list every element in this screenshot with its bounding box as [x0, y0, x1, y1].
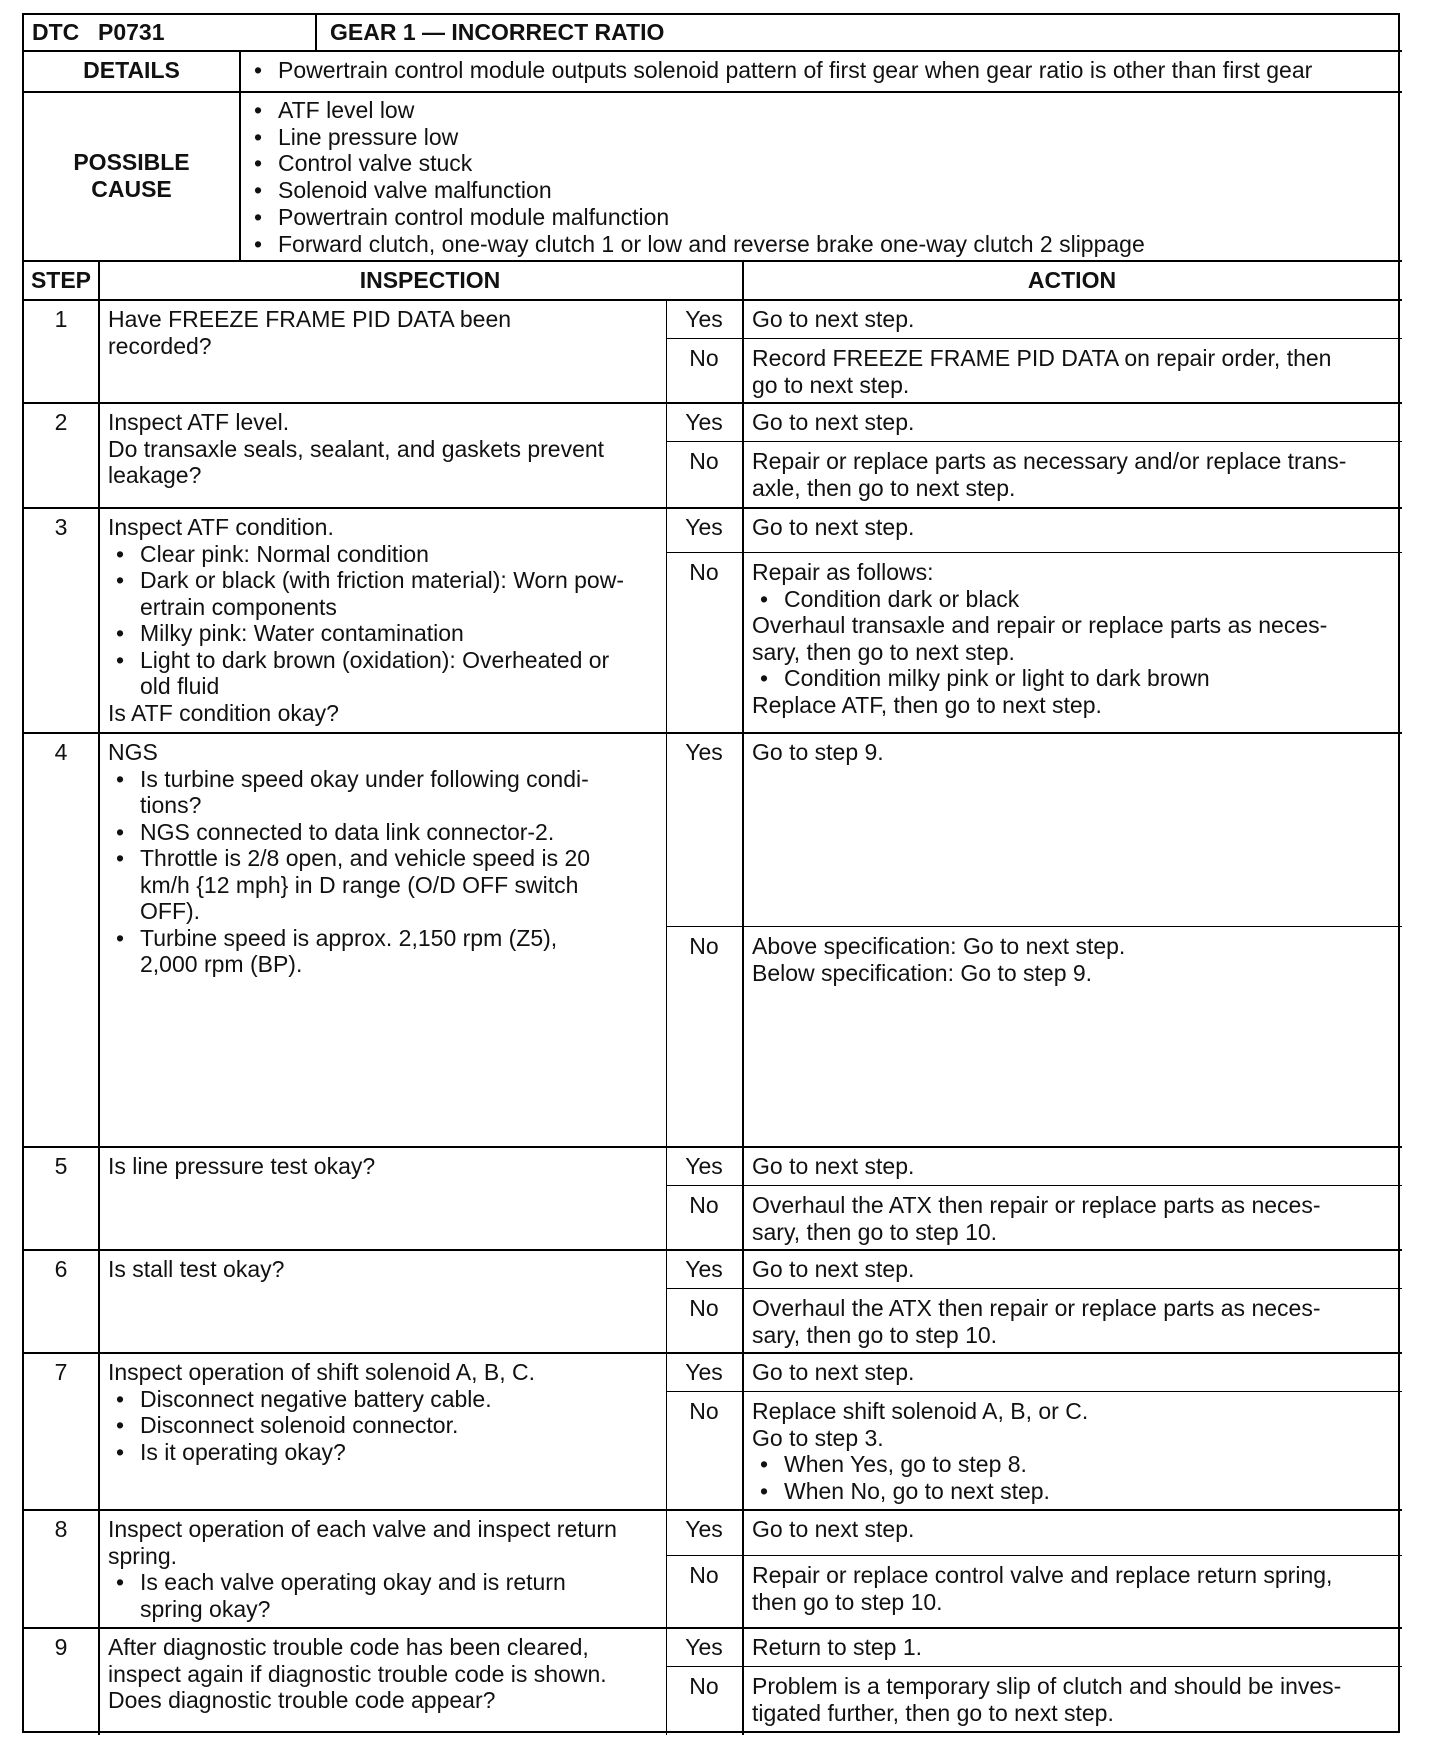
answer-yes: Yes — [685, 1359, 723, 1385]
step-number: 5 — [54, 1153, 68, 1179]
divider — [666, 1288, 1402, 1289]
answer-yes: Yes — [685, 1516, 723, 1542]
answer-no: No — [689, 1295, 719, 1321]
answer-yes: Yes — [685, 1634, 723, 1660]
step-number: 2 — [54, 409, 68, 435]
divider — [24, 1352, 1402, 1354]
page-title: GEAR 1 — INCORRECT RATIO — [330, 19, 665, 45]
step-inspection: Inspect operation of each valve and inspect return spring. • Is each valve operating okay and is return spring okay? — [108, 1516, 617, 1622]
answer-no: No — [689, 1673, 719, 1699]
action-yes: Return to step 1. — [752, 1634, 923, 1660]
action-yes: Go to next step. — [752, 409, 915, 435]
answer-yes: Yes — [685, 739, 723, 765]
action-no: Repair as follows: • Condition dark or black Overhaul transaxle and repair or replace parts as neces- sary, then go to next step. • Condition milky pink or light to dark brown Replace ATF, then go to next step. — [752, 559, 1327, 718]
action-yes: Go to next step. — [752, 306, 915, 332]
divider — [666, 552, 1402, 553]
divider — [239, 50, 241, 260]
divider — [24, 1509, 1402, 1511]
divider — [24, 299, 1402, 301]
divider — [24, 1146, 1402, 1148]
list-item: • ATF level low — [246, 97, 1145, 124]
action-no: Replace shift solenoid A, B, or C. Go to step 3. • When Yes, go to step 8. • When No, go to next step. — [752, 1398, 1088, 1504]
step-number: 6 — [54, 1256, 68, 1282]
step-inspection: Is stall test okay? — [108, 1256, 285, 1282]
answer-no: No — [689, 1562, 719, 1588]
action-yes: Go to step 9. — [752, 739, 884, 765]
answer-no: No — [689, 448, 719, 474]
divider — [666, 1666, 1402, 1667]
possible-cause-list — [246, 97, 1145, 257]
step-inspection: Inspect operation of shift solenoid A, B, C. • Disconnect negative battery cable. • Disconnect solenoid connector. • Is it operating okay? — [108, 1359, 535, 1465]
step-inspection: Have FREEZE FRAME PID DATA been recorded? — [108, 306, 512, 359]
step-inspection: After diagnostic trouble code has been cleared, inspect again if diagnostic trouble code is shown. Does diagnostic trouble code appear? — [108, 1634, 607, 1713]
list-item: • Line pressure low — [246, 124, 1145, 151]
list-item: • Solenoid valve malfunction — [246, 177, 1145, 204]
answer-no: No — [689, 1192, 719, 1218]
divider — [24, 732, 1402, 734]
action-no: Record FREEZE FRAME PID DATA on repair order, then go to next step. — [752, 345, 1332, 398]
action-no: Overhaul the ATX then repair or replace parts as neces- sary, then go to step 10. — [752, 1192, 1321, 1245]
action-no: Repair or replace parts as necessary and/or replace trans- axle, then go to next step. — [752, 448, 1347, 501]
divider — [666, 1185, 1402, 1186]
details-text: • Powertrain control module outputs solenoid pattern of first gear when gear ratio is other than first gear — [246, 57, 1312, 84]
step-number: 4 — [54, 739, 68, 765]
divider — [24, 260, 1402, 262]
answer-no: No — [689, 933, 719, 959]
action-no: Overhaul the ATX then repair or replace parts as neces- sary, then go to step 10. — [752, 1295, 1321, 1348]
action-yes: Go to next step. — [752, 514, 915, 540]
answer-yes: Yes — [685, 1153, 723, 1179]
answer-no: No — [689, 345, 719, 371]
action-yes: Go to next step. — [752, 1256, 915, 1282]
step-number: 1 — [54, 306, 68, 332]
action-yes: Go to next step. — [752, 1153, 915, 1179]
answer-yes: Yes — [685, 514, 723, 540]
divider — [666, 299, 667, 1735]
dtc-label: DTC — [32, 19, 80, 45]
dtc-code: P0731 — [98, 19, 165, 45]
divider — [315, 15, 317, 50]
column-header-step: STEP — [30, 267, 92, 293]
divider — [24, 1249, 1402, 1251]
possible-cause-label: POSSIBLE CAUSE — [73, 149, 190, 202]
list-item: • Control valve stuck — [246, 150, 1145, 177]
divider — [24, 91, 1402, 93]
divider — [24, 1627, 1402, 1629]
step-number: 3 — [54, 514, 68, 540]
divider — [666, 1391, 1402, 1392]
divider — [666, 926, 1402, 927]
answer-yes: Yes — [685, 1256, 723, 1282]
answer-yes: Yes — [685, 409, 723, 435]
diagnostic-table — [22, 13, 1400, 1733]
column-header-action: ACTION — [1027, 267, 1117, 293]
list-item: • Powertrain control module malfunction — [246, 204, 1145, 231]
divider — [24, 402, 1402, 404]
step-inspection: Inspect ATF condition. • Clear pink: Normal condition • Dark or black (with friction material): Worn pow- ertrain components • Milky pink: Water contamination • Light to dark brown (oxidation): Overheated or old fluid Is ATF condition okay? — [108, 514, 624, 726]
action-no: Above specification: Go to next step. Below specification: Go to step 9. — [752, 933, 1126, 986]
action-no: Repair or replace control valve and replace return spring, then go to step 10. — [752, 1562, 1333, 1615]
column-header-inspection: INSPECTION — [359, 267, 501, 293]
divider — [666, 1555, 1402, 1556]
divider — [24, 50, 1402, 52]
divider — [98, 260, 100, 1735]
step-inspection: Inspect ATF level. Do transaxle seals, sealant, and gaskets prevent leakage? — [108, 409, 605, 488]
step-number: 7 — [54, 1359, 68, 1385]
answer-no: No — [689, 559, 719, 585]
answer-yes: Yes — [685, 306, 723, 332]
list-item: • Forward clutch, one-way clutch 1 or low and reverse brake one-way clutch 2 slippage — [246, 231, 1145, 258]
action-yes: Go to next step. — [752, 1516, 915, 1542]
divider — [742, 260, 744, 1735]
action-yes: Go to next step. — [752, 1359, 915, 1385]
step-number: 8 — [54, 1516, 68, 1542]
divider — [666, 441, 1402, 442]
divider — [666, 338, 1402, 339]
answer-no: No — [689, 1398, 719, 1424]
details-label: DETAILS — [83, 57, 180, 83]
step-number: 9 — [54, 1634, 68, 1660]
step-inspection: Is line pressure test okay? — [108, 1153, 376, 1179]
divider — [24, 507, 1402, 509]
action-no: Problem is a temporary slip of clutch and should be inves- tigated further, then go to next step. — [752, 1673, 1342, 1726]
step-inspection: NGS • Is turbine speed okay under following condi- tions? • NGS connected to data link connector-2. • Throttle is 2/8 open, and vehicle speed is 20 km/h {12 mph} in D range (O/D OFF switch OFF). • Turbine speed is approx. 2,150 rpm (Z5), 2,000 rpm (BP). — [108, 739, 590, 978]
